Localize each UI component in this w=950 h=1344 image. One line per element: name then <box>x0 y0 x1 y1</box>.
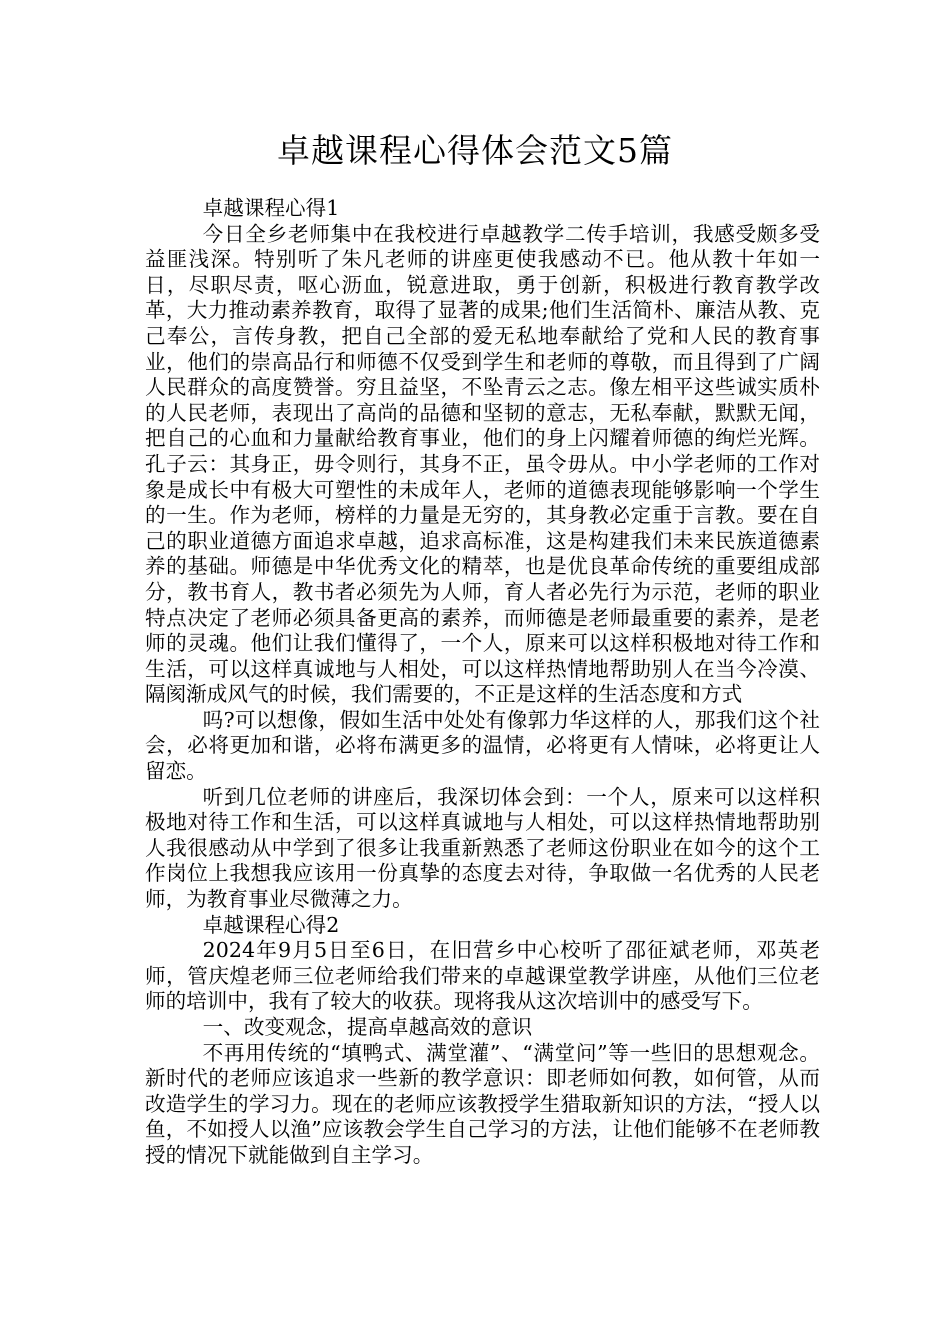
document-body <box>145 196 820 1169</box>
paragraph: 听到几位老师的讲座后，我深切体会到：一个人，原来可以这样积极地对待工作和生活，可以这样真诚地与人相处，可以这样热情地帮助别人我很感动从中学到了很多让我重新熟悉了老师这份职业在如今的这个工作岗位上我想我应该用一份真挚的态度去对待，争取做一名优秀的人民老师，为教育事业尽微薄之力。 <box>145 784 820 912</box>
subheading: 一、改变观念，提高卓越高效的意识 <box>202 1015 533 1039</box>
paragraph: 不再用传统的“填鸭式、满堂灌”、“满堂问”等一些旧的思想观念。新时代的老师应该追求一些新的教学意识：即老师如何教，如何管，从而改造学生的学习力。现在的老师应该教授学生猎取新知识的方法，“授人以鱼，不如授人以渔”应该教会学生自己学习的方法，让他们能够不在老师教授的情况下就能做到自主学习。 <box>145 1040 820 1167</box>
paragraph: 2024年9月5日至6日，在旧营乡中心校听了邵征斌老师，邓英老师，管庆煌老师三位老师给我们带来的卓越课堂教学讲座，从他们三位老师的培训中，我有了较大的收获。现将我从这次培训中的感受写下。 <box>145 938 820 1014</box>
section-heading-1: 卓越课程心得1 <box>202 196 340 220</box>
paragraph: 今日全乡老师集中在我校进行卓越教学二传手培训，我感受颇多受益匪浅深。特别听了朱凡老师的讲座更使我感动不已。他从教十年如一日，尽职尽责，呕心沥血，锐意进取，勇于创新，积极进行教育教学改革，大力推动素养教育，取得了显著的成果;他们生活简朴、廉洁从教、克己奉公，言传身教，把自己全部的爱无私地奉献给了党和人民的教育事业，他们的崇高品行和师德不仅受到学生和老师的尊敬，而且得到了广阔人民群众的高度赞誉。穷且益坚，不坠青云之志。像左相平这些诚实质朴的人民老师，表现出了高尚的品德和坚韧的意志，无私奉献，默默无闻，把自己的心血和力量献给教育事业，他们的身上闪耀着师德的绚烂光辉。孔子云：其身正，毋令则行，其身不正，虽令毋从。中小学老师的工作对象是成长中有极大可塑性的未成年人，老师的道德表现能够影响一个学生的一生。作为老师，榜样的力量是无穷的，其身教必定重于言教。要在自己的职业道德方面追求卓越，追求高标准，这是构建我们未来民族道德素养的基础。师德是中华优秀文化的精萃，也是优良革命传统的重要组成部分，教书育人，教书者必须先为人师，育人者必先行为示范，老师的职业特点决定了老师必须具备更高的素养，而师德是老师最重要的素养，是老师的灵魂。他们让我们懂得了，一个人，原来可以这样积极地对待工作和生活，可以这样真诚地与人相处，可以这样热情地帮助别人在当今冷漠、隔阂渐成风气的时候，我们需要的，不正是这样的生活态度和方式 <box>145 221 820 707</box>
paragraph: 吗?可以想像，假如生活中处处有像郭力华这样的人，那我们这个社会，必将更加和谐，必将布满更多的温情，必将更有人情味，必将更让人留恋。 <box>145 707 820 784</box>
document-title: 卓越课程心得体会范文5篇 <box>277 131 673 170</box>
section-heading-2: 卓越课程心得2 <box>202 912 340 937</box>
